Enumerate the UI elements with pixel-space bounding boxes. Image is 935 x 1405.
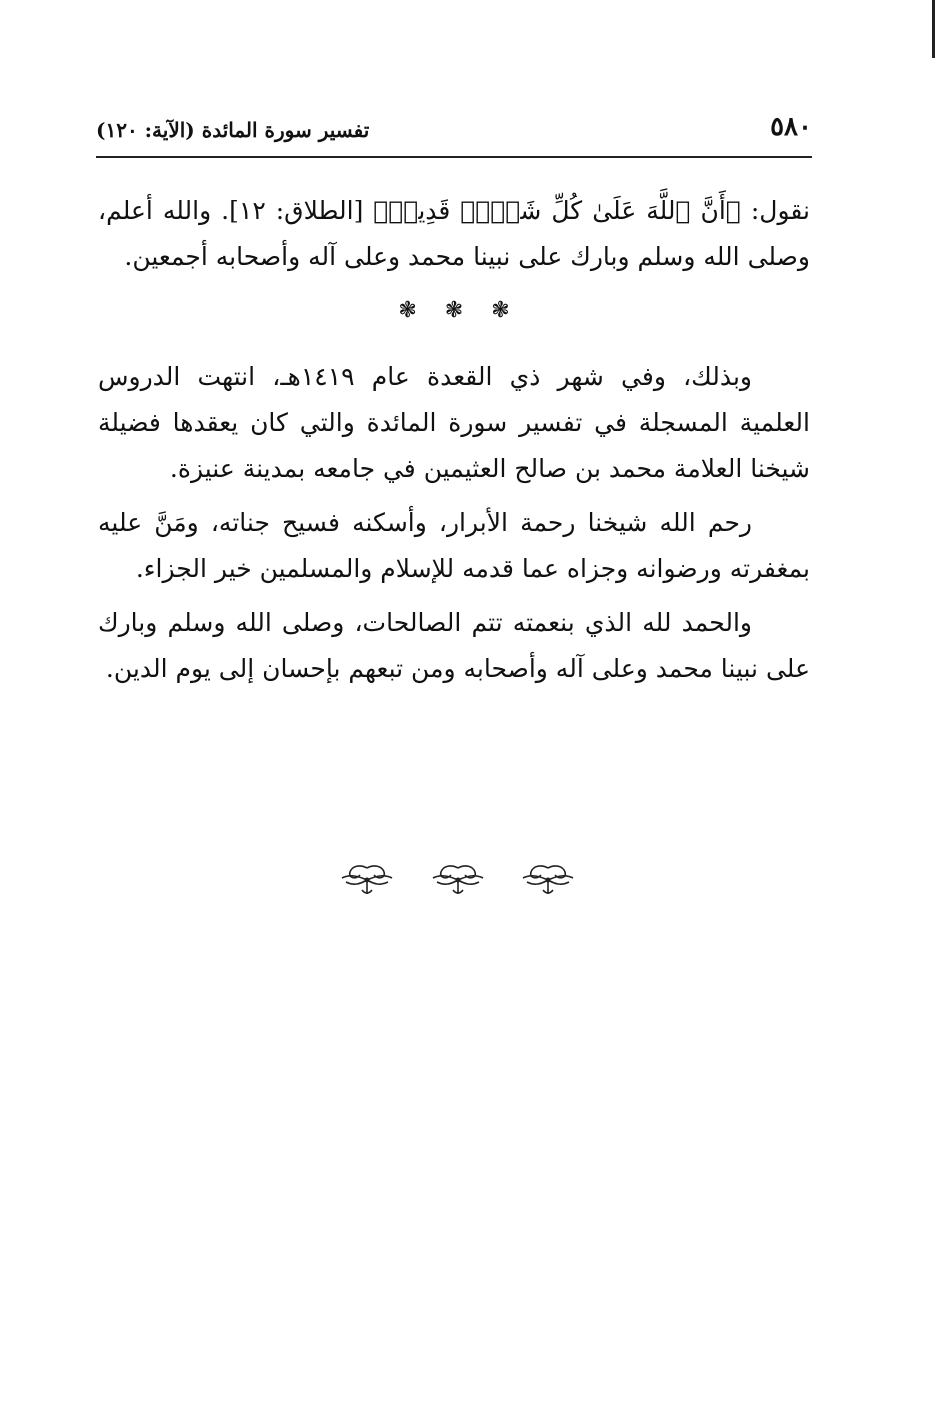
flower-star-icon: ❃ — [491, 298, 510, 323]
floral-ornament-icon — [431, 862, 485, 898]
end-ornaments — [340, 860, 575, 900]
floral-ornament-icon — [340, 862, 394, 898]
flower-star-icon: ❃ — [444, 298, 464, 323]
header-divider — [96, 156, 812, 158]
section-separator — [98, 286, 810, 336]
closing-verse-paragraph: نقول: ﴿أَنَّ ٱللَّهَ عَلَىٰ كُلِّ شَيۡءٖ قَدِيرٞ﴾ [الطلاق: ١٢]. والله أعلم، وصلى الله وسلم وبارك على نبينا محمد وعلى آله وأصحابه أجمعين. — [98, 196, 810, 271]
page-body — [98, 188, 810, 692]
flower-star-icon: ❃ — [398, 298, 417, 323]
supplication-paragraph: رحم الله شيخنا رحمة الأبرار، وأسكنه فسيح جناته، ومَنَّ عليه بمغفرته ورضوانه وجزاه عما قدمه للإسلام والمسلمين خير الجزاء. — [98, 508, 810, 583]
running-title: تفسير سورة المائدة (الآية: ١٢٠) — [96, 118, 370, 142]
page-header — [96, 112, 812, 152]
floral-ornament-icon — [521, 862, 575, 898]
completion-note-paragraph: وبذلك، وفي شهر ذي القعدة عام ١٤١٩هـ، انتهت الدروس العلمية المسجلة في تفسير سورة المائدة والتي كان يعقدها فضيلة شيخنا العلامة محمد بن صالح العثيمين في جامعه بمدينة عنيزة. — [98, 362, 810, 483]
page-number: ٥٨٠ — [770, 112, 812, 142]
praise-paragraph: والحمد لله الذي بنعمته تتم الصالحات، وصلى الله وسلم وبارك على نبينا محمد وعلى آله وأصحابه ومن تبعهم بإحسان إلى يوم الدين. — [98, 608, 810, 683]
